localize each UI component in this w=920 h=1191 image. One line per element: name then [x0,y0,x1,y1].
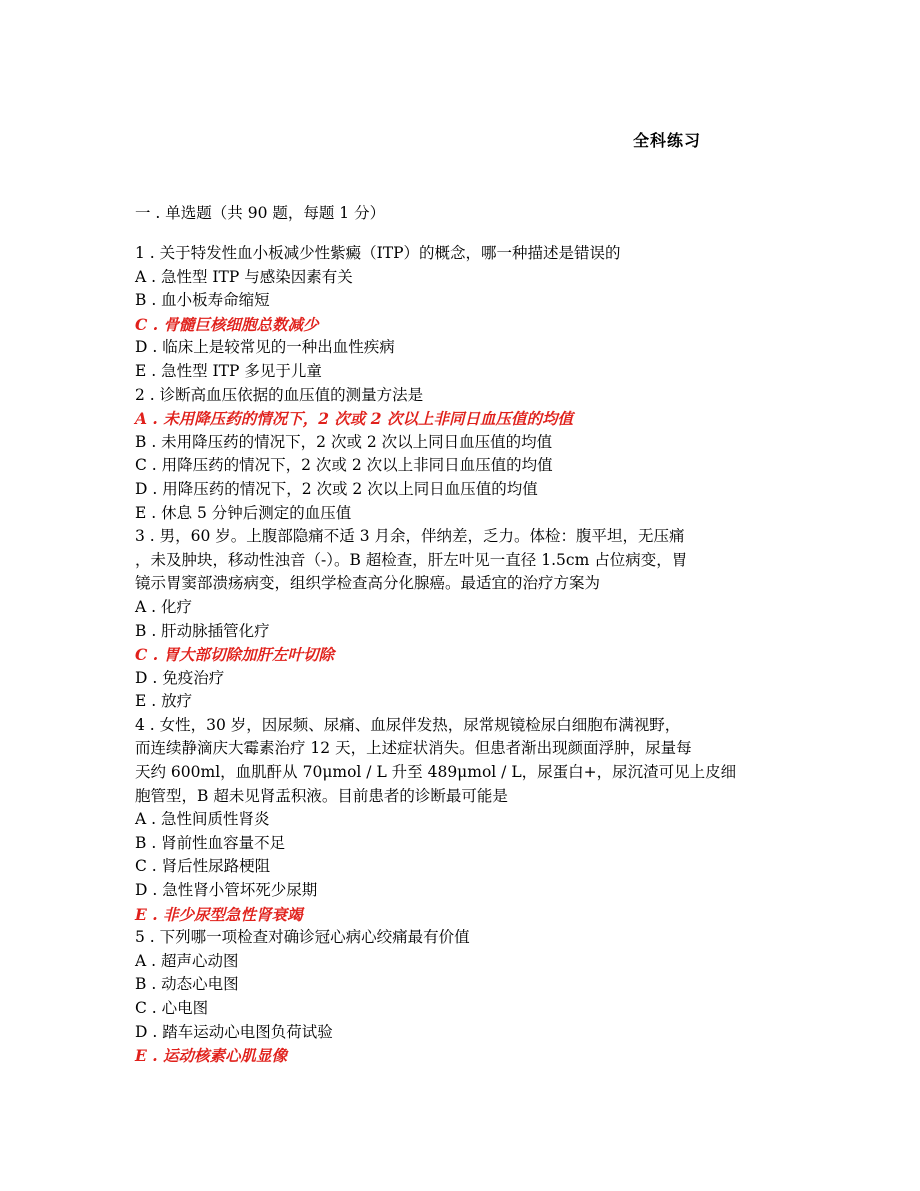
question-stem-line: 5 . 下列哪一项检查对确诊冠心病心绞痛最有价值 [135,928,470,947]
answer-option: C . 肾后性尿路梗阻 [135,857,271,876]
page-title: 全科练习 [633,131,702,150]
correct-answer-option: E . 运动核素心肌显像 [135,1046,288,1066]
answer-option: D . 临床上是较常见的一种出血性疾病 [135,338,395,357]
correct-answer-option: C . 胃大部切除加肝左叶切除 [135,645,335,665]
correct-answer-option: A . 未用降压药的情况下，2 次或 2 次以上非同日血压值的均值 [135,409,573,429]
answer-option: A . 超声心动图 [135,951,239,970]
question-stem-line: 2 . 诊断高血压依据的血压值的测量方法是 [135,385,424,404]
correct-answer-option: C . 骨髓巨核细胞总数减少 [135,314,319,334]
answer-option: B . 肝动脉插管化疗 [135,621,270,640]
answer-option: A . 急性型 ITP 与感染因素有关 [135,267,353,286]
answer-option: E . 休息 5 分钟后测定的血压值 [135,503,352,522]
question-5 [135,926,785,1068]
question-4 [135,714,785,926]
question-stem-line: 4 . 女性，30 岁，因尿频、尿痛、血尿伴发热，尿常规镜检尿白细胞布满视野， [135,715,681,734]
question-stem-line: 1 . 关于特发性血小板减少性紫癜（ITP）的概念，哪一种描述是错误的 [135,244,621,262]
question-2 [135,384,785,526]
answer-option: B . 肾前性血容量不足 [135,833,286,852]
question-stem-line: 镜示胃窦部溃疡病变，组织学检查高分化腺癌。最适宜的治疗方案为 [135,574,601,593]
question-stem-line: 天约 600ml，血肌酐从 70μmol / L 升至 489μmol / L，尿蛋白+，尿沉渣可见上皮细 [135,763,737,782]
question-stem-line: 而连续静滴庆大霉素治疗 12 天，上述症状消失。但患者渐出现颜面浮肿，尿量每 [135,739,692,758]
answer-option: D . 免疫治疗 [135,668,225,687]
answer-option: A . 化疗 [135,597,192,616]
answer-option: B . 动态心电图 [135,975,239,994]
answer-option: B . 血小板寿命缩短 [135,291,270,310]
question-stem-line: 3 . 男，60 岁。上腹部隐痛不适 3 月余，伴纳差，乏力。体检：腹平坦，无压痛 [135,527,685,546]
question-stem-line: 胞管型，B 超未见肾盂积液。目前患者的诊断最可能是 [135,786,508,805]
answer-option: D . 用降压药的情况下，2 次或 2 次以上同日血压值的均值 [135,479,538,498]
answer-option: D . 急性肾小管坏死少尿期 [135,881,318,900]
answer-option: D . 踏车运动心电图负荷试验 [135,1022,333,1041]
question-3 [135,525,785,714]
answer-option: E . 急性型 ITP 多见于儿童 [135,361,322,380]
answer-option: B . 未用降压药的情况下，2 次或 2 次以上同日血压值的均值 [135,432,553,451]
correct-answer-option: E . 非少尿型急性肾衰竭 [135,904,303,924]
question-stem-line: ，未及肿块，移动性浊音（-）。B 超检查，肝左叶见一直径 1.5cm 占位病变，胃 [135,550,688,569]
question-1 [135,242,785,384]
answer-option: E . 放疗 [135,692,193,711]
question-list [135,242,785,1068]
answer-option: C . 心电图 [135,999,209,1017]
answer-option: A . 急性间质性肾炎 [135,810,270,829]
answer-option: C . 用降压药的情况下，2 次或 2 次以上非同日血压值的均值 [135,456,553,475]
section-heading: 一 . 单选题（共 90 题，每题 1 分） [135,204,386,222]
